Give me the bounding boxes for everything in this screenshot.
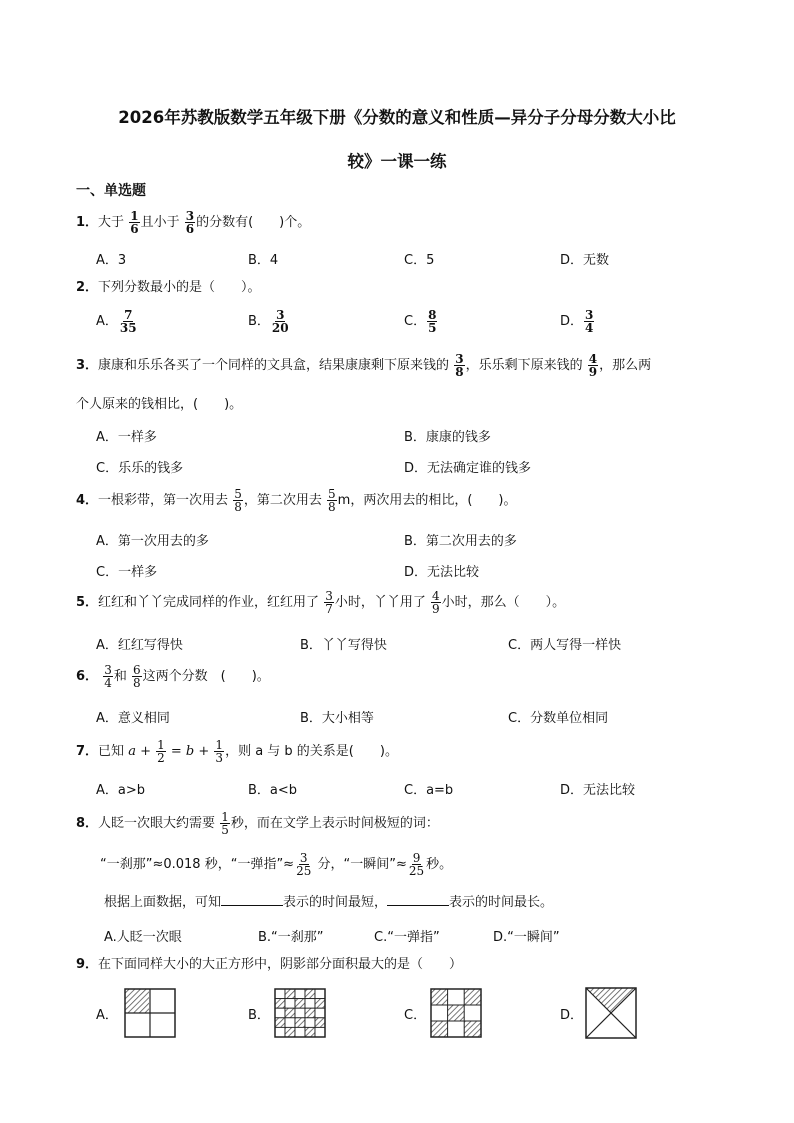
answer-blank[interactable] [387, 893, 449, 906]
option-c: C．a=b [404, 783, 454, 798]
question-8-line2: “一刹那”≈0.018 秒，“一弹指”≈ $\frac{3}{25}$ 分，“一瞬间”≈ $\frac{9}{25}$ 秒。 [100, 851, 453, 878]
option-d: D． [560, 1008, 584, 1023]
option-c: C．两人写得一样快 [508, 638, 622, 653]
section-heading: 一、单选题 [76, 183, 146, 199]
option-c: C．分数单位相同 [508, 711, 609, 726]
option-a: A.人眨一次眼 [104, 930, 182, 945]
question-number: 1． [76, 215, 99, 230]
option-d: D.“一瞬间” [493, 930, 560, 945]
option-c: C． [404, 1008, 427, 1023]
option-d: D．无数 [560, 253, 610, 268]
option-b: B．4 [248, 253, 279, 268]
grid-cell [295, 1027, 305, 1037]
grid-cell [315, 1027, 325, 1037]
grid-cell [305, 999, 315, 1009]
option-b: B． [248, 1008, 270, 1023]
option-d: D． $\frac{3}{4}$ [560, 308, 594, 335]
question-number: 6． [76, 669, 99, 684]
figure-d-square [584, 986, 638, 1040]
fraction: $\frac{1}{6}$ [130, 209, 139, 236]
question-number: 2． [76, 280, 99, 295]
option-c: C．5 [404, 253, 435, 268]
question-7: 7．已知 a + $\frac{1}{2}$ = b + $\frac{1}{3}$ ，则 a 与 b 的关系是( )。 [76, 738, 398, 765]
option-d: D．无法比较 [560, 783, 636, 798]
option-b: B．a<b [248, 783, 298, 798]
grid-cell [295, 1018, 305, 1028]
question-number: 8． [76, 816, 99, 831]
question-3-line2: 个人原来的钱相比，( )。 [76, 397, 243, 412]
grid-cell [305, 1008, 315, 1018]
grid-cell [295, 1008, 305, 1018]
option-d: D．无法确定谁的钱多 [404, 461, 532, 476]
question-number: 5． [76, 595, 99, 610]
question-2: 2．下列分数最小的是（ ）。 [76, 280, 261, 295]
option-b: B.“一刹那” [258, 930, 324, 945]
question-5: 5．红红和丫丫完成同样的作业，红红用了 $\frac{3}{7}$ 小时，丫丫用了 $\frac{4}{9}$ 小时，那么（ ）。 [76, 589, 566, 616]
question-3: 3．康康和乐乐各买了一个同样的文具盒，结果康康剩下原来钱的 $\frac{3}{8}$ ，乐乐剩下原来钱的 $\frac{4}{9}$ ，那么两 [76, 352, 652, 379]
option-b: B．第二次用去的多 [404, 534, 517, 549]
grid-cell [285, 999, 295, 1009]
question-4: 4．一根彩带，第一次用去 $\frac{5}{8}$ ，第二次用去 $\frac{5}{8}$ m，两次用去的相比，( )。 [76, 487, 517, 514]
grid-cell [285, 1027, 295, 1037]
question-1: 1．大于 $\frac{1}{6}$ 且小于 $\frac{3}{6}$ 的分数有( )个。 [76, 209, 311, 236]
option-c: C．乐乐的钱多 [96, 461, 184, 476]
question-number: 4． [76, 493, 99, 508]
grid-cell [275, 999, 285, 1009]
figure-c-square [430, 988, 482, 1038]
option-a: A．第一次用去的多 [96, 534, 209, 549]
question-number: 3． [76, 358, 99, 373]
question-number: 7． [76, 744, 99, 759]
grid-cell [295, 989, 305, 999]
figure-b-square [274, 988, 326, 1038]
option-b: B．康康的钱多 [404, 430, 491, 445]
option-c: C．一样多 [96, 565, 158, 580]
grid-cell [305, 1027, 315, 1037]
option-a: A．3 [96, 253, 127, 268]
grid-cell [285, 1018, 295, 1028]
figure-a-square [124, 988, 176, 1038]
grid-cell [315, 999, 325, 1009]
grid-cell [305, 1018, 315, 1028]
option-c: C.“一弹指” [374, 930, 440, 945]
fraction: $\frac{3}{6}$ [185, 209, 195, 236]
grid-cell [275, 1008, 285, 1018]
option-a: A．意义相同 [96, 711, 170, 726]
option-a: A． $\frac{7}{35}$ [96, 308, 137, 335]
question-number: 9． [76, 957, 99, 972]
grid-cell [275, 1027, 285, 1037]
option-b: B．丫丫写得快 [300, 638, 387, 653]
question-6: 6． $\frac{3}{4}$ 和 $\frac{6}{8}$ 这两个分数 ( )。 [76, 663, 270, 690]
option-a: A． [96, 1008, 118, 1023]
option-a: A．红红写得快 [96, 638, 183, 653]
option-b: B． $\frac{3}{20}$ [248, 308, 289, 335]
grid-cell [315, 1008, 325, 1018]
option-a: A．a>b [96, 783, 146, 798]
question-8: 8．人眨一次眼大约需要 $\frac{1}{5}$ 秒，而在文学上表示时间极短的词： [76, 810, 439, 837]
document-title-line2: 较》一课一练 [347, 152, 447, 171]
grid-cell [285, 1008, 295, 1018]
question-8-line3: 根据上面数据，可知 表示的时间最短， 表示的时间最长。 [104, 895, 554, 910]
grid-cell [295, 999, 305, 1009]
document-title-line1: 2026年苏教版数学五年级下册《分数的意义和性质—异分子分母分数大小比 [118, 108, 676, 127]
grid-cell [315, 989, 325, 999]
option-c: C． $\frac{8}{5}$ [404, 308, 437, 335]
grid-cell [315, 1018, 325, 1028]
grid-cell [275, 1018, 285, 1028]
grid-cell [285, 989, 295, 999]
option-d: D．无法比较 [404, 565, 480, 580]
grid-cell [305, 989, 315, 999]
answer-blank[interactable] [221, 893, 283, 906]
option-b: B．大小相等 [300, 711, 374, 726]
grid-cell [275, 989, 285, 999]
option-a: A．一样多 [96, 430, 157, 445]
question-9: 9．在下面同样大小的大正方形中，阴影部分面积最大的是（ ） [76, 957, 463, 972]
